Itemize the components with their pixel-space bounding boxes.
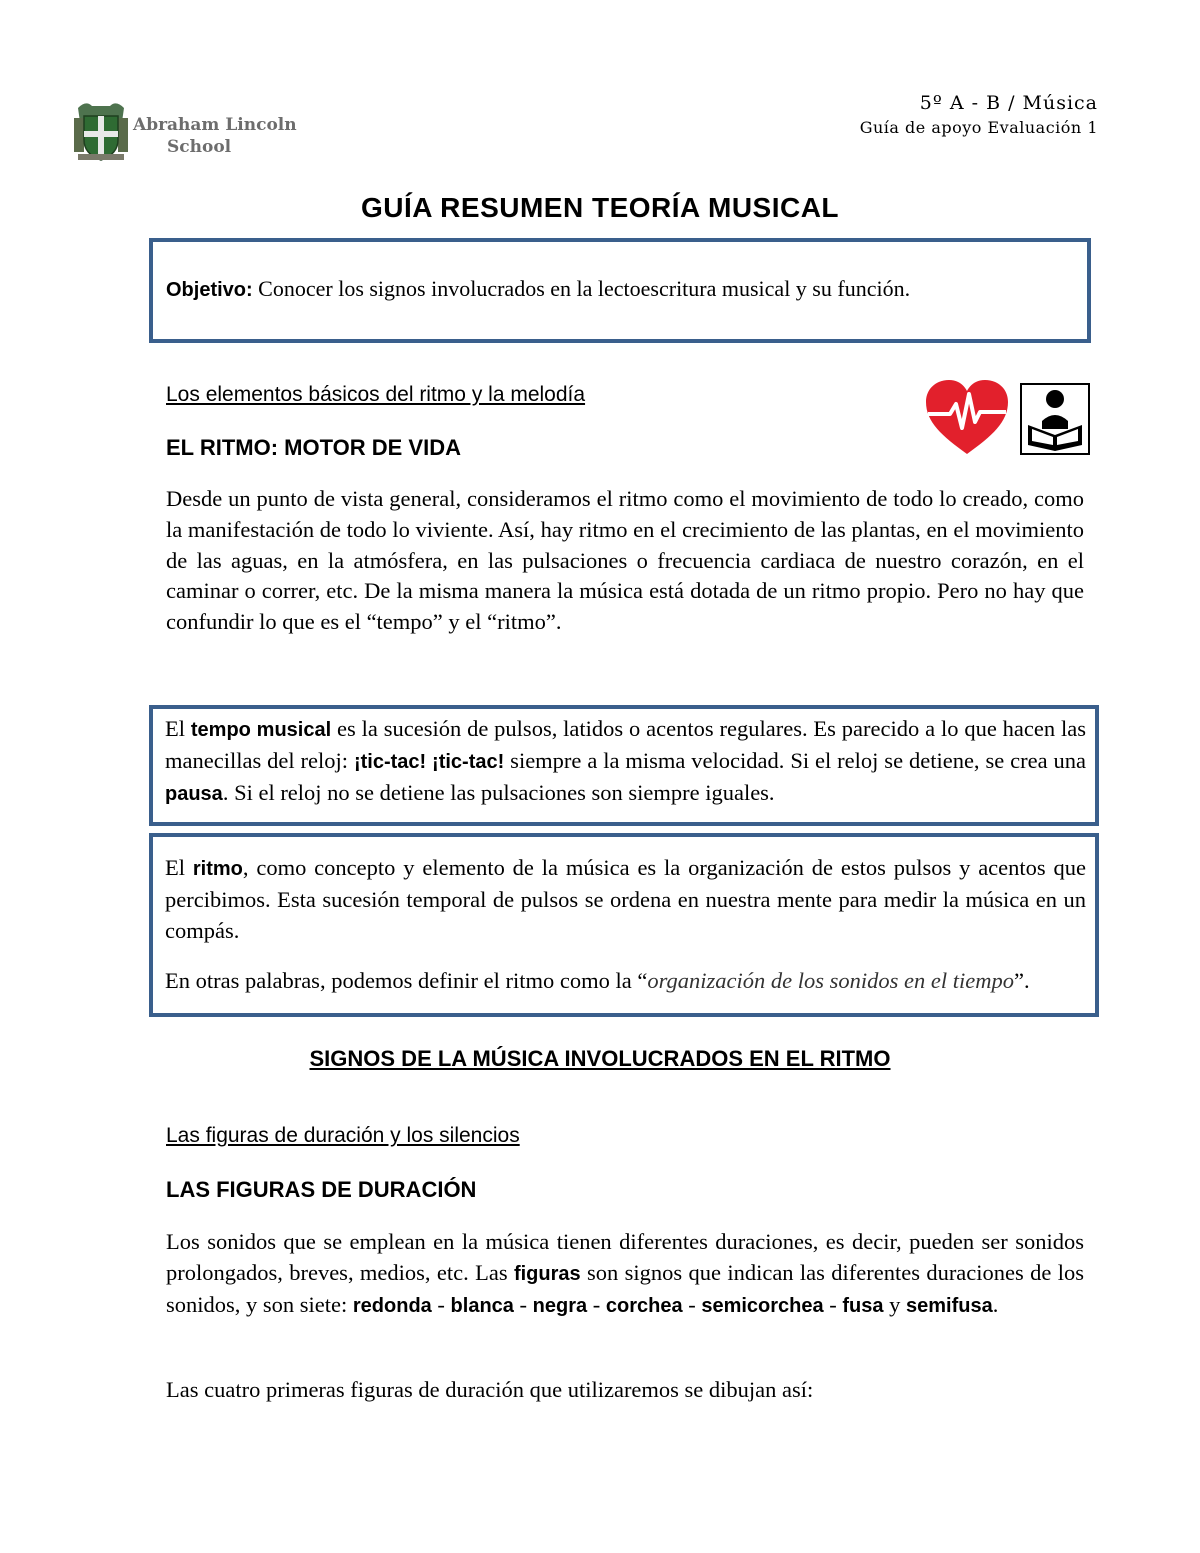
sep-1: - (431, 1291, 451, 1317)
section-heading-figures: LAS FIGURAS DE DURACIÓN (166, 1177, 477, 1202)
guide-label: Guía de apoyo Evaluación 1 (859, 118, 1098, 137)
blanca-keyword: blanca (450, 1294, 514, 1317)
tic-tac-keyword: ¡tic-tac! ¡tic-tac! (353, 750, 505, 773)
corchea-keyword: corchea (605, 1294, 683, 1317)
school-name-line1: Abraham Lincoln (133, 115, 297, 135)
tempo-text (165, 714, 1086, 822)
heartbeat-icon (922, 378, 1012, 458)
ritmo-def-a: En otras palabras, podemos definir el ritmo como la “ (165, 968, 648, 993)
section-subtitle-rhythm: Los elementos básicos del ritmo y la melodía (166, 383, 586, 406)
section-heading-rhythm: EL RITMO: MOTOR DE VIDA (166, 435, 461, 460)
tempo-text-3: siempre a la misma velocidad. Si el reloj se detiene, se crea una (504, 747, 1086, 773)
reading-person-icon (1020, 383, 1090, 455)
ritmo-text-1: El (165, 855, 193, 880)
ritmo-text (165, 853, 1086, 946)
signos-heading-text: SIGNOS DE LA MÚSICA INVOLUCRADOS EN EL RITMO (309, 1046, 891, 1071)
pausa-keyword: pausa (165, 782, 223, 805)
sep-4: - (682, 1291, 702, 1317)
signos-heading (0, 1046, 1200, 1072)
objective-label: Objetivo: (166, 279, 253, 301)
school-name-line2: School (167, 137, 232, 157)
semicorchea-keyword: semicorchea (701, 1294, 824, 1317)
rhythm-paragraph: Desde un punto de vista general, consideramos el ritmo como el movimiento de todo lo creado, como la manifestación de todo lo viviente. Así, hay ritmo en el crecimiento de las plantas, en el movimiento de las aguas, en la atmósfera, en las pulsaciones o frecuencia cardiaca de nuestro corazón, en el caminar o correr, etc. De la misma manera la música está dotada de un ritmo propio. Pero no hay que confundir lo que es el “tempo” y el “ritmo”. (166, 486, 1084, 635)
tempo-text-2: es la sucesión de pulsos, latidos o acentos regulares. Es parecido a lo que hacen las manecillas del reloj: (165, 716, 1086, 773)
fusa-keyword: fusa (842, 1294, 884, 1317)
fig-text-1: Los sonidos que se emplean en la música tienen diferentes duraciones, es decir, pueden ser sonidos prolongados, breves, medios, etc. Las (166, 1229, 1084, 1285)
ritmo-text-2: , como concepto y elemento de la música es la organización de estos pulsos y acentos que percibimos. Esta sucesión temporal de pulsos se ordena en nuestra mente para medir la música en un compás. (165, 855, 1086, 943)
objective-value: Conocer los signos involucrados en la lectoescritura musical y su función. (252, 276, 911, 301)
course-label: 5º A - B / Música (919, 92, 1098, 114)
ritmo-def-b: ”. (1014, 968, 1030, 993)
fig-text-2: son signos que indican las diferentes duraciones de los sonidos, y son siete: (166, 1259, 1084, 1317)
figures-intro-line: Las cuatro primeras figuras de duración que utilizaremos se dibujan así: (166, 1377, 814, 1402)
school-crest-icon (72, 98, 130, 164)
sep-5: - (823, 1291, 843, 1317)
objective-text (166, 276, 910, 302)
header-info (860, 92, 1098, 137)
semifusa-keyword: semifusa (906, 1294, 993, 1317)
sep-2: - (513, 1291, 533, 1317)
figuras-keyword: figuras (513, 1262, 581, 1285)
negra-keyword: negra (532, 1294, 588, 1317)
tempo-keyword: tempo musical (190, 719, 332, 741)
fig-text-3: y (883, 1291, 907, 1317)
school-name (133, 114, 297, 158)
section-subtitle-figures: Las figuras de duración y los silencios (166, 1124, 520, 1147)
fig-text-4: . (992, 1291, 999, 1317)
sep-3: - (587, 1291, 606, 1317)
ritmo-def-italic: organización de los sonidos en el tiempo (647, 968, 1014, 993)
page-title: GUÍA RESUMEN TEORÍA MUSICAL (360, 192, 840, 223)
tempo-text-1: El (165, 716, 191, 741)
tempo-text-4: . Si el reloj no se detiene las pulsaciones son siempre iguales. (222, 779, 775, 805)
redonda-keyword: redonda (352, 1294, 432, 1317)
ritmo-keyword: ritmo (192, 858, 243, 880)
figures-paragraph (166, 1227, 1084, 1321)
ritmo-definition (165, 966, 1086, 997)
